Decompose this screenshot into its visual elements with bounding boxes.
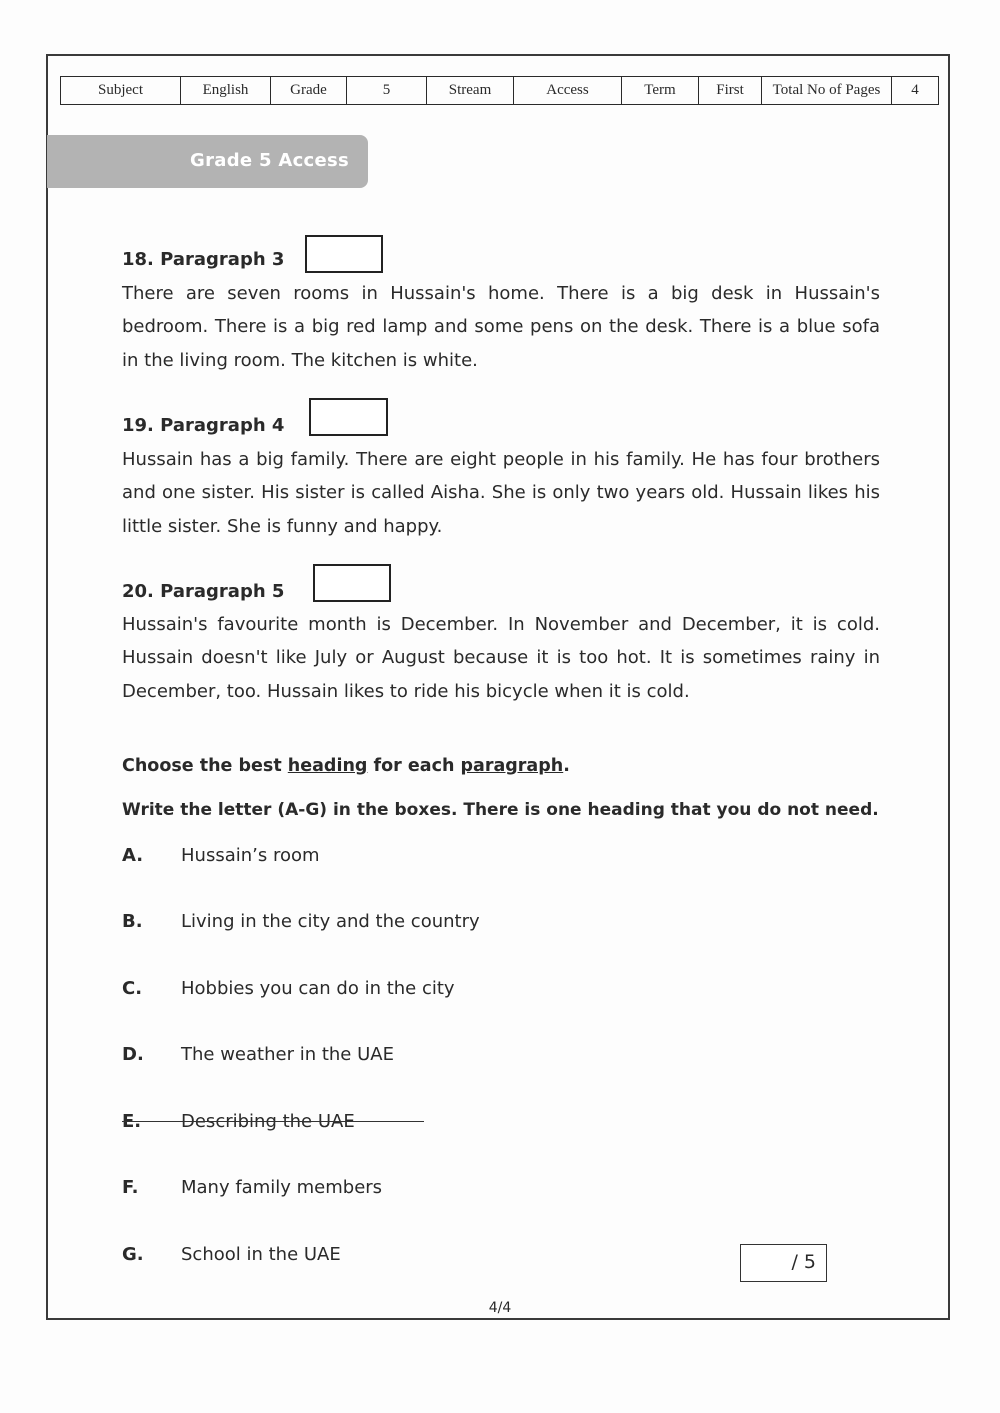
paragraph-4-text: Hussain has a big family. There are eight people in his family. He has four brothers and one sister. His sister is called Aisha. She is only two years old. Hussain likes his little sister. She is funny and happy.: [122, 449, 880, 537]
strike-through-line: [122, 1121, 424, 1122]
instruction-part: Choose the best: [122, 756, 288, 776]
question-19-title: 19. Paragraph 4: [122, 415, 285, 436]
section-banner: [47, 135, 368, 188]
page-number: 4/4: [488, 1300, 512, 1316]
option-letter: E.: [122, 1111, 142, 1132]
header-term-value: First: [699, 77, 762, 105]
option-letter: A.: [122, 845, 144, 866]
score-box: / 5: [740, 1244, 827, 1282]
header-stream-label: Stream: [427, 77, 514, 105]
option-letter: B.: [122, 911, 143, 932]
header-stream-value: Access: [514, 77, 622, 105]
instruction-part: .: [563, 756, 570, 776]
option-text: School in the UAE: [181, 1244, 341, 1265]
answer-box-19[interactable]: [309, 398, 388, 436]
option-letter: G.: [122, 1244, 144, 1265]
banner-title: Grade 5 Access: [190, 150, 350, 171]
paragraph-5-text: Hussain's favourite month is December. In November and December, it is cold. Hussain doesn't like July or August because it is too hot. It is sometimes rainy in December, too. Hussain likes to ride his bicycle when it is cold.: [122, 614, 880, 702]
option-text: The weather in the UAE: [181, 1044, 394, 1065]
answer-box-18[interactable]: [305, 235, 383, 273]
option-letter: D.: [122, 1044, 144, 1065]
question-20-title: 20. Paragraph 5: [122, 581, 285, 602]
instruction-line-1: [122, 756, 570, 776]
option-text: Hussain’s room: [181, 845, 320, 866]
instruction-part: for each: [367, 756, 461, 776]
header-pages-value: 4: [892, 77, 939, 105]
question-18-title: 18. Paragraph 3: [122, 249, 285, 270]
option-text: Hobbies you can do in the city: [181, 978, 455, 999]
option-text: Many family members: [181, 1177, 383, 1198]
header-term-label: Term: [622, 77, 699, 105]
header-subject-label: Subject: [61, 77, 181, 105]
header-table: [60, 76, 939, 105]
option-letter: C.: [122, 978, 143, 999]
option-text: Describing the UAE: [181, 1111, 355, 1132]
header-subject-value: English: [181, 77, 271, 105]
option-letter: F.: [122, 1177, 139, 1198]
header-grade-label: Grade: [271, 77, 347, 105]
instruction-paragraph-word: paragraph: [460, 756, 564, 776]
paragraph-3-text: There are seven rooms in Hussain's home. There is a big desk in Hussain's bedroom. There is a big red lamp and some pens on the desk. There is a blue sofa in the living room. The kitchen is white.: [122, 283, 880, 371]
answer-box-20[interactable]: [313, 564, 391, 602]
header-grade-value: 5: [347, 77, 427, 105]
header-pages-label: Total No of Pages: [762, 77, 892, 105]
instruction-heading-word: heading: [287, 756, 368, 776]
instruction-line-2: Write the letter (A-G) in the boxes. There is one heading that you do not need.: [122, 800, 879, 820]
option-text: Living in the city and the country: [181, 911, 480, 932]
